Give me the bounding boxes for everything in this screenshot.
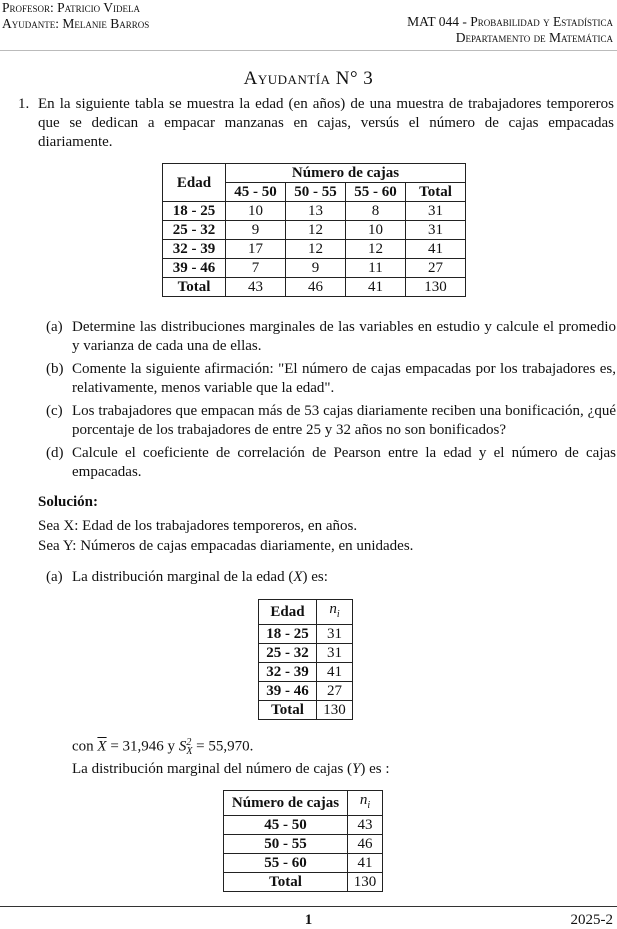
table-cell: 43: [348, 816, 383, 835]
question-number: 1.: [18, 96, 30, 112]
item-text: Comente la siguiente afirmación: "El número de cajas empacadas por los trabajadores es, relativamente, menos variable que la edad".: [72, 361, 616, 396]
row-label: Total: [224, 873, 348, 892]
question-1: [18, 95, 614, 152]
item-text: Los trabajadores que empacan más de 53 cajas diariamente reciben una bonificación, ¿qué porcentaje de los trabajadores de entre 25 y 32 años no son bonificados?: [72, 403, 616, 438]
row-label: 18 - 25: [163, 202, 226, 221]
table-cell: 43: [226, 278, 286, 297]
group-header-cajas: Número de cajas: [226, 164, 466, 183]
item-label: (a): [46, 319, 63, 335]
table-cell: 9: [286, 259, 346, 278]
footer-divider: [0, 906, 617, 907]
header-right: [407, 14, 613, 46]
list-item: [46, 360, 616, 398]
header-divider: [0, 50, 617, 51]
table-total-row: [224, 873, 383, 892]
row-label: 39 - 46: [259, 682, 317, 701]
professor-line: Profesor: Patricio Videla: [2, 0, 141, 15]
header-left: [2, 0, 149, 32]
table-cell: 46: [286, 278, 346, 297]
question-text: En la siguiente tabla se muestra la edad (en años) de una muestra de trabajadores temporeros que se dedican a empacar manzanas en cajas, versús el número de cajas empacadas diariamente.: [38, 96, 614, 150]
table-cell: 9: [226, 221, 286, 240]
list-item: [46, 444, 616, 482]
course-line: MAT 044 - Probabilidad y Estadística: [407, 14, 613, 29]
table-row: [163, 240, 466, 259]
subquestion-list: [46, 318, 616, 486]
row-label: 25 - 32: [163, 221, 226, 240]
table-cell: 31: [406, 221, 466, 240]
table-cell: 17: [226, 240, 286, 259]
table-cell: 31: [317, 644, 353, 663]
row-label: 45 - 50: [224, 816, 348, 835]
table-header-row: [259, 600, 353, 625]
table-cell: 8: [346, 202, 406, 221]
row-label: Total: [259, 701, 317, 720]
table-cell: 130: [406, 278, 466, 297]
variance-symbol: S: [178, 738, 187, 755]
row-label: 55 - 60: [224, 854, 348, 873]
column-header: 50 - 55: [286, 183, 346, 202]
list-item: [46, 402, 616, 440]
table-cell: 31: [406, 202, 466, 221]
table-cell: 41: [406, 240, 466, 259]
item-label: (d): [46, 445, 64, 461]
stats-x: con $\overline{X} = 31,946$ y S 2 X = 55,970.: [72, 737, 254, 757]
column-header: 45 - 50: [226, 183, 286, 202]
table-total-row: [163, 278, 466, 297]
table-cell: 7: [226, 259, 286, 278]
table-row: [163, 259, 466, 278]
table-cell: 46: [348, 835, 383, 854]
row-label: Total: [163, 278, 226, 297]
column-header-ni: $n_i$: [348, 791, 383, 816]
column-header: Edad: [259, 600, 317, 625]
table-cell: 41: [346, 278, 406, 297]
table-cell: 130: [348, 873, 383, 892]
page-title: Ayudantía N° 3: [243, 68, 374, 89]
table-row: [259, 663, 353, 682]
row-header-edad: Edad: [163, 164, 226, 202]
column-header: Total: [406, 183, 466, 202]
table-cell: 31: [317, 625, 353, 644]
row-label: 50 - 55: [224, 835, 348, 854]
table-total-row: [259, 701, 353, 720]
variable-y-definition: Sea Y: Números de cajas empacadas diariamente, en unidades.: [38, 538, 414, 554]
item-label: (b): [46, 361, 64, 377]
table-row: [259, 644, 353, 663]
row-label: 39 - 46: [163, 259, 226, 278]
marginal-y-text: La distribución marginal del número de cajas (Y) es :: [72, 761, 390, 777]
table-cell: 27: [406, 259, 466, 278]
table-cell: 130: [317, 701, 353, 720]
table-cell: 10: [226, 202, 286, 221]
mean-symbol: $\overline{X}$: [97, 738, 107, 755]
table-row: [259, 625, 353, 644]
row-label: 32 - 39: [163, 240, 226, 259]
table-cell: 13: [286, 202, 346, 221]
assistant-line: Ayudante: Melanie Barros: [2, 16, 150, 31]
solution-heading: Solución:: [38, 494, 99, 510]
solution-part-a: [46, 569, 328, 586]
table-row: [224, 835, 383, 854]
part-label: (a): [46, 569, 63, 585]
table-cell: 11: [346, 259, 406, 278]
department-line: Departamento de Matemática: [455, 30, 613, 45]
table-row: [224, 854, 383, 873]
table-cell: 10: [346, 221, 406, 240]
row-label: 18 - 25: [259, 625, 317, 644]
part-a-text: La distribución marginal de la edad (X) es:: [72, 569, 328, 585]
table-cell: 12: [286, 221, 346, 240]
table-cell: 41: [348, 854, 383, 873]
table-row: [224, 816, 383, 835]
semester-label: 2025-2: [570, 912, 613, 928]
table-header-row: [163, 164, 466, 183]
table-header-row: [224, 791, 383, 816]
table-cell: 27: [317, 682, 353, 701]
table-row: [259, 682, 353, 701]
item-label: (c): [46, 403, 63, 419]
variable-x-definition: Sea X: Edad de los trabajadores temporeros, en años.: [38, 518, 358, 534]
list-item: [46, 318, 616, 356]
marginal-table-x: [258, 599, 353, 720]
marginal-table-y: [223, 790, 383, 892]
table-cell: 12: [286, 240, 346, 259]
column-header: 55 - 60: [346, 183, 406, 202]
table-row: [163, 221, 466, 240]
table-cell: 41: [317, 663, 353, 682]
column-header-ni: $n_i$: [317, 600, 353, 625]
item-text: Calcule el coeficiente de correlación de Pearson entre la edad y el número de cajas empacadas.: [72, 445, 616, 480]
item-text: Determine las distribuciones marginales de las variables en estudio y calcule el promedio y varianza de cada una de ellas.: [72, 319, 616, 354]
page-number: 1: [304, 912, 313, 928]
table-cell: 12: [346, 240, 406, 259]
row-label: 25 - 32: [259, 644, 317, 663]
column-header: Número de cajas: [224, 791, 348, 816]
table-row: [163, 202, 466, 221]
contingency-table: [162, 163, 466, 297]
row-label: 32 - 39: [259, 663, 317, 682]
